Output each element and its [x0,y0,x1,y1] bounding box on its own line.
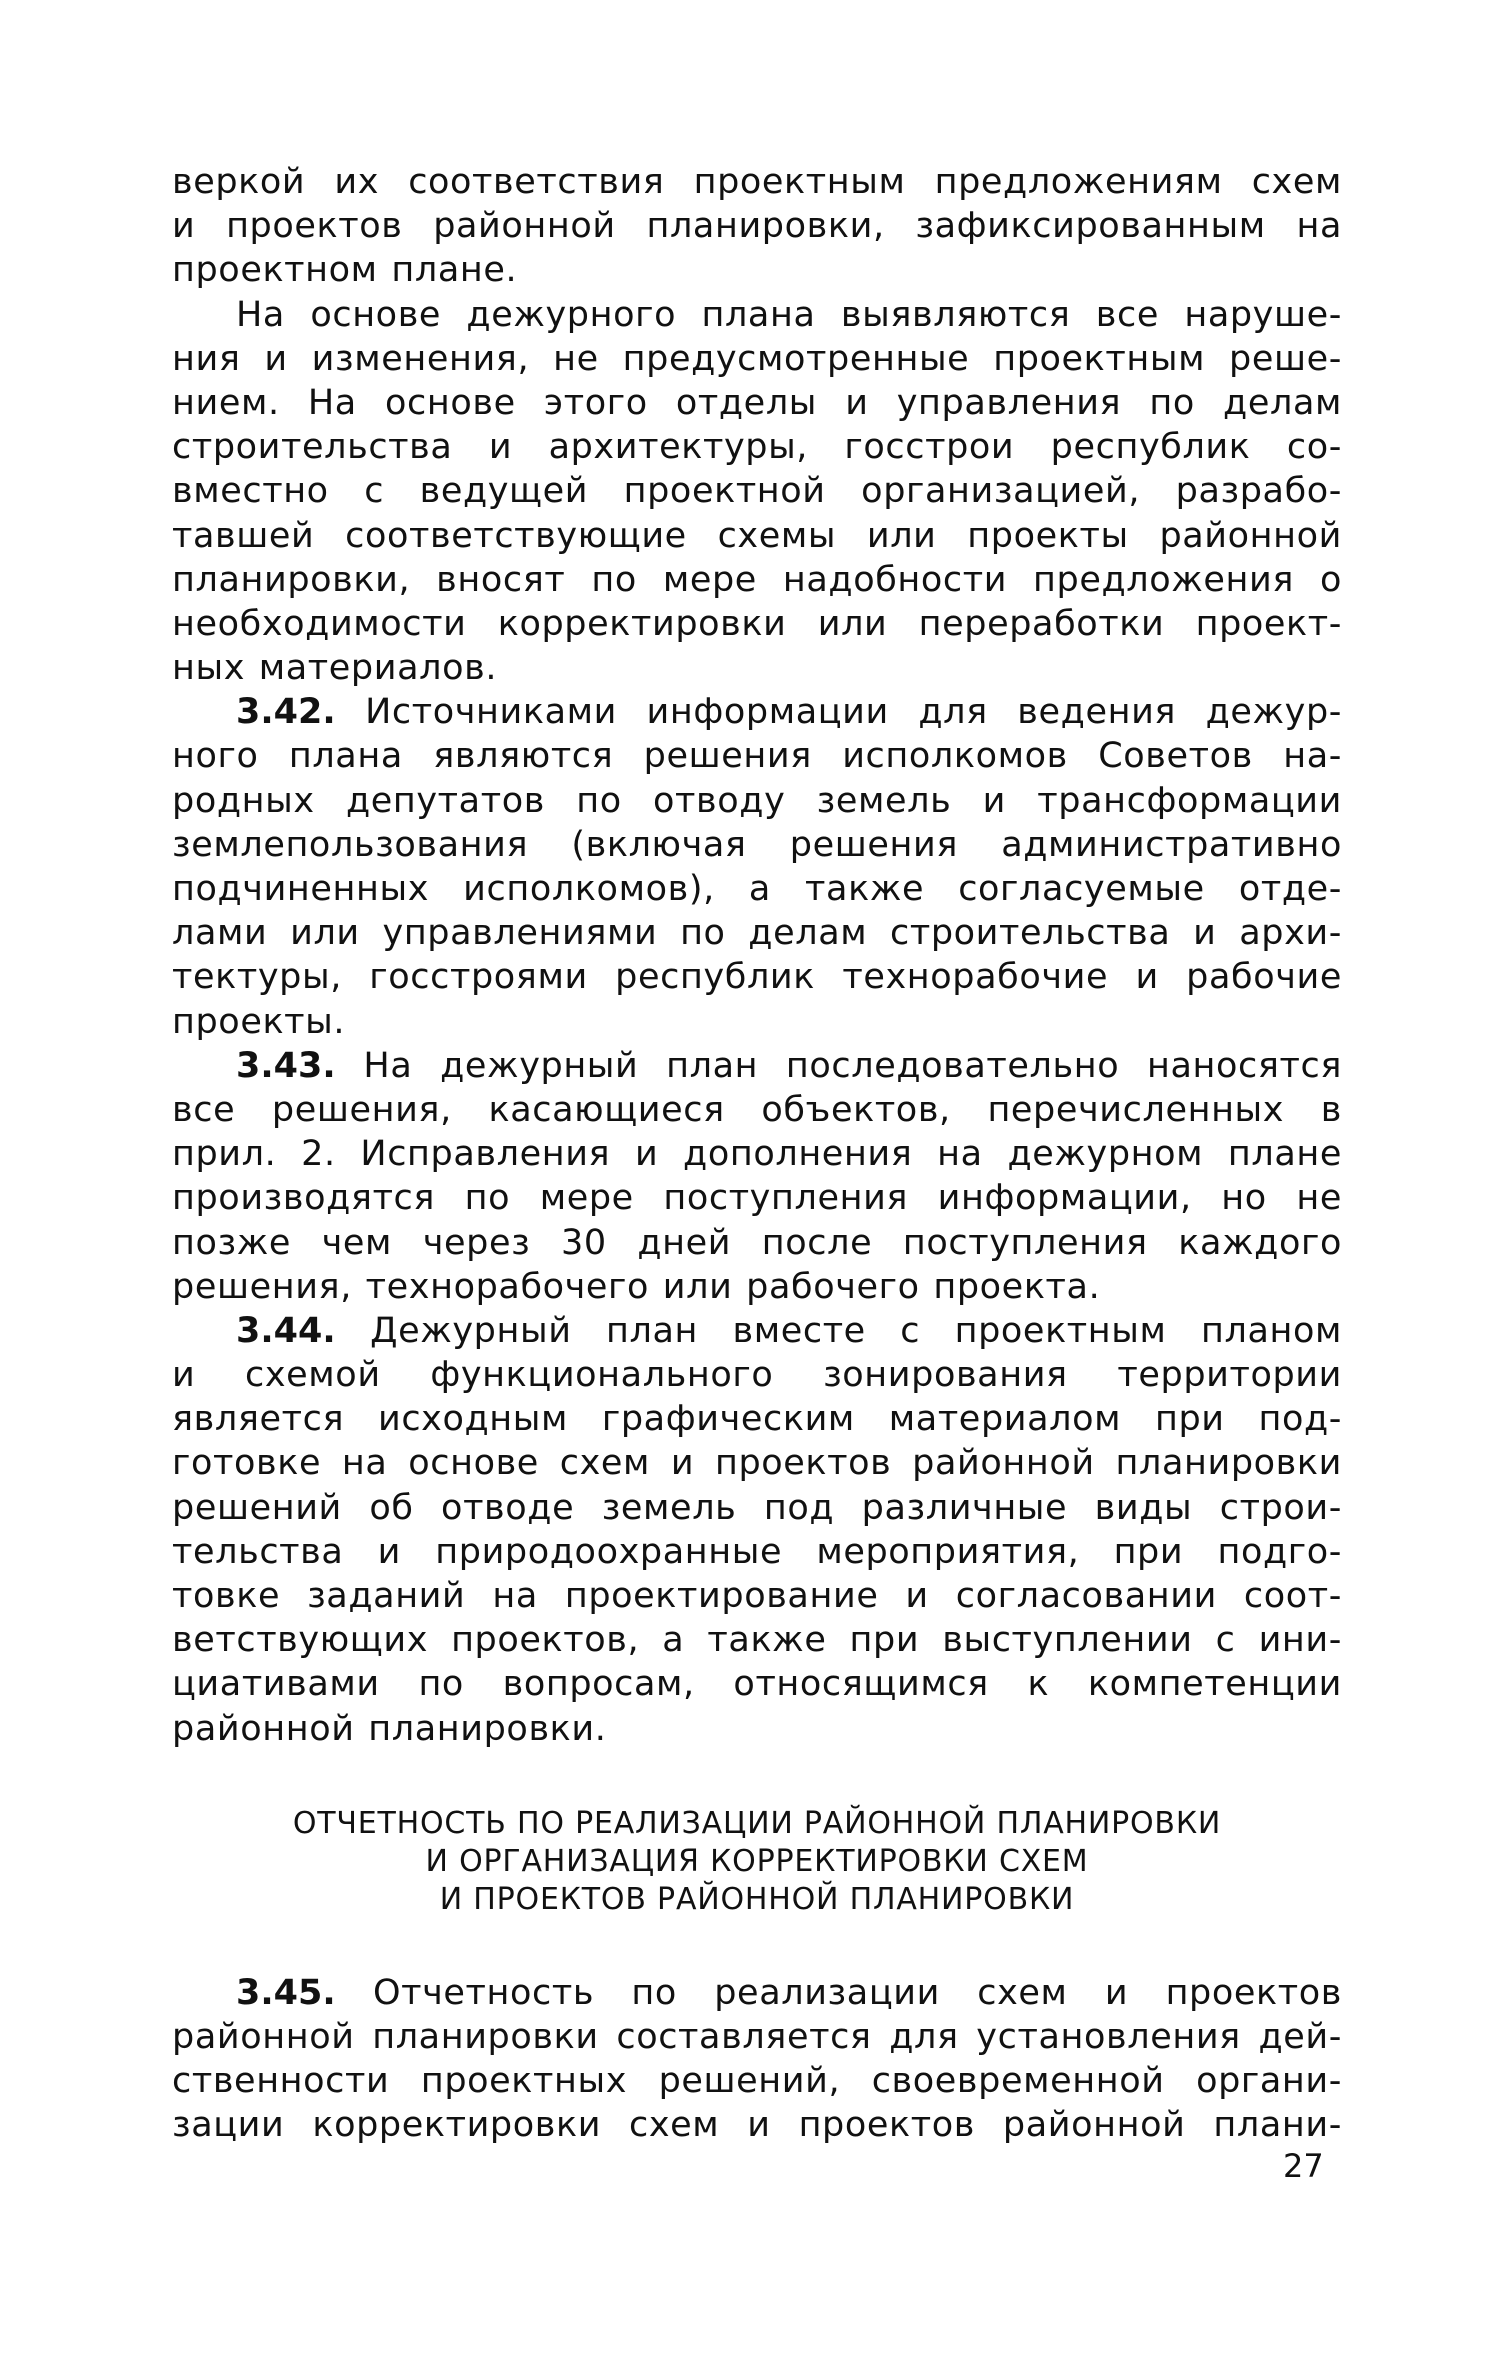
paragraph-3-43 [172,1044,1342,1309]
document-page [172,160,1342,2148]
text-line: проекты. [172,1001,346,1042]
text-line: подчиненных исполкомов), а также согласуемые отде- [172,869,1342,909]
text-line: тельства и природоохранные мероприятия, при подго- [172,1531,1342,1572]
text-line: ственности проектных решений, своевременной органи- [172,2061,1342,2102]
text-line-content: Дежурный план вместе с проектным планом [335,1310,1342,1351]
text-line: ния и изменения, не предусмотренные проектным реше- [172,338,1342,379]
text-line: ных материалов. [172,648,498,689]
paragraph-number: 3.43. [236,1045,336,1086]
text-line-content: Источниками информации для ведения дежур- [335,692,1342,733]
text-line: производятся по мере поступления информации, но не [172,1178,1342,1219]
text-line: районной планировки составляется для установления дей- [172,2016,1342,2057]
text-line [172,1309,1342,1353]
text-line [172,1971,1342,2015]
text-line: вместно с ведущей проектной организацией, разрабо- [172,471,1342,512]
paragraph-intro [172,160,1342,293]
text-line: лами или управлениями по делам строительства и архи- [172,913,1342,954]
text-line: родных депутатов по отводу земель и трансформации [172,780,1342,821]
text-line: прил. 2. Исправления и дополнения на дежурном плане [172,1134,1342,1175]
text-line-content: Отчетность по реализации схем и проектов [335,1972,1342,2013]
text-line: позже чем через 30 дней после поступления каждого [172,1222,1342,1263]
text-line: веркой их соответствия проектным предложениям схем [172,162,1342,202]
text-line: необходимости корректировки или переработки проект- [172,603,1342,644]
text-line: и схемой функционального зонирования территории [172,1355,1342,1396]
text-line [172,690,1342,734]
text-line: решений об отводе земель под различные виды строи- [172,1487,1342,1528]
text-line: решения, технорабочего или рабочего проекта. [172,1266,1101,1307]
text-line: нием. На основе этого отделы и управления по делам [172,382,1342,423]
text-line: ного плана являются решения исполкомов Советов на- [172,736,1342,777]
text-line: и проектов районной планировки, зафиксированным на [172,206,1342,247]
text-line: строительства и архитектуры, госстрои республик со- [172,427,1342,468]
text-line: тектуры, госстроями республик технорабочие и рабочие [172,957,1342,998]
paragraph-number: 3.42. [236,692,336,733]
text-line: проектном плане. [172,250,518,291]
paragraph-duty-plan [172,293,1342,691]
text-line: циативами по вопросам, относящимся к компетенции [172,1664,1342,1705]
heading-line: ОТЧЕТНОСТЬ ПО РЕАЛИЗАЦИИ РАЙОННОЙ ПЛАНИРОВКИ [292,1805,1222,1841]
text-line [172,1044,1342,1088]
heading-line: И ОРГАНИЗАЦИЯ КОРРЕКТИРОВКИ СХЕМ [425,1843,1089,1879]
text-line: На основе дежурного плана выявляются все наруше- [236,294,1342,335]
text-line: планировки, вносят по мере надобности предложения о [172,559,1342,600]
text-line: товке заданий на проектирование и согласовании соот- [172,1576,1342,1616]
text-line: тавшей соответствующие схемы или проекты районной [172,515,1342,556]
paragraph-number: 3.44. [236,1310,336,1351]
paragraph-3-42 [172,690,1342,1044]
paragraph-3-44 [172,1309,1342,1751]
text-line-content: На дежурный план последовательно наносятся [335,1045,1342,1086]
text-line: землепользования (включая решения административно [172,824,1342,865]
paragraph-number: 3.45. [236,1972,336,2013]
section-heading [172,1805,1342,1919]
text-line: является исходным графическим материалом при под- [172,1399,1342,1440]
text-line: районной планировки. [172,1708,607,1749]
text-line: ветствующих проектов, а также при выступлении с ини- [172,1620,1342,1661]
page-number: 27 [1283,2147,1324,2185]
heading-line: И ПРОЕКТОВ РАЙОННОЙ ПЛАНИРОВКИ [439,1881,1075,1917]
text-line: зации корректировки схем и проектов районной плани- [172,2105,1342,2146]
paragraph-3-45 [172,1971,1342,2148]
text-line: готовке на основе схем и проектов районной планировки [172,1443,1342,1484]
text-line: все решения, касающиеся объектов, перечисленных в [172,1089,1342,1130]
